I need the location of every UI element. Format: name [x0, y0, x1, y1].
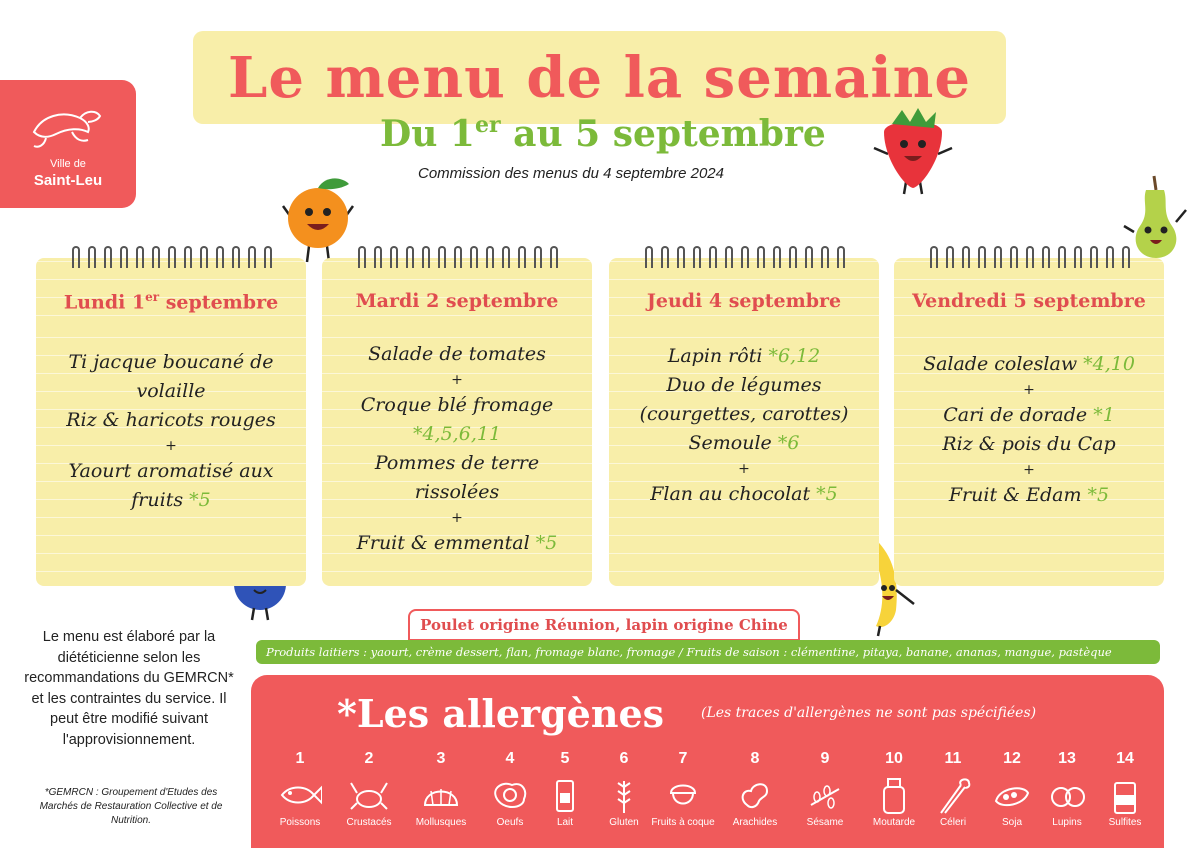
dish — [46, 348, 296, 406]
notebook-rings — [358, 246, 558, 270]
allergen-number: 7 — [678, 750, 688, 767]
ring-icon — [88, 246, 96, 268]
dish-name: (courgettes, carottes) — [639, 403, 849, 425]
sesame-icon — [790, 775, 860, 815]
ring-icon — [994, 246, 1002, 268]
ring-icon — [1090, 246, 1098, 268]
dish-list — [619, 342, 869, 509]
turtle-icon — [28, 98, 108, 158]
ring-icon — [741, 246, 749, 268]
ring-icon — [1122, 246, 1130, 268]
allergen-ref: *5 — [1087, 484, 1110, 506]
allergen-name: Céleri — [939, 817, 967, 828]
dish-name: Fruit & Edam — [948, 484, 1082, 506]
ring-icon — [534, 246, 542, 268]
ring-icon — [200, 246, 208, 268]
ring-icon — [406, 246, 414, 268]
ring-icon — [962, 246, 970, 268]
dish — [46, 457, 296, 515]
dish-list — [46, 348, 296, 515]
dish — [904, 401, 1154, 430]
day-title-end: septembre — [159, 291, 279, 314]
allergen-number: 3 — [436, 750, 446, 767]
allergen-number: 6 — [619, 750, 629, 767]
allergen-name: Fruits à coque — [651, 817, 715, 828]
ring-icon — [1010, 246, 1018, 268]
dish — [904, 430, 1154, 459]
subtitle-start: Du 1 — [380, 113, 475, 155]
dish-name: Lapin rôti — [667, 345, 763, 367]
ring-icon — [358, 246, 366, 268]
dish — [904, 481, 1154, 510]
day-card-friday — [894, 258, 1164, 586]
allergens-note: (Les traces d'allergènes ne sont pas spécifiées) — [701, 705, 1037, 721]
gemrcn-footnote: *GEMRCN : Groupement d'Etudes des Marchés de Restauration Collective et de Nutrition. — [39, 787, 223, 826]
logo-line2: Saint-Leu — [33, 172, 103, 189]
ring-icon — [374, 246, 382, 268]
seasonal-products-bar: Produits laitiers : yaourt, crème dessert, flan, fromage blanc, fromage / Fruits de saison : clémentine, pitaya, banane, ananas, mangue, pastèque — [256, 640, 1160, 664]
ring-icon — [645, 246, 653, 268]
plus-separator: + — [1023, 382, 1035, 398]
dish-name: Duo de légumes — [666, 374, 822, 396]
allergen-number: 9 — [820, 750, 830, 767]
crab-icon — [334, 775, 404, 815]
meat-origin-label: Poulet origine Réunion, lapin origine Chine — [408, 609, 800, 641]
dish — [332, 529, 582, 558]
ring-icon — [248, 246, 256, 268]
allergen-name: Mollusques — [415, 817, 467, 828]
subtitle-superscript: er — [474, 112, 501, 138]
allergen-ref: *1 — [1093, 404, 1115, 426]
dish — [619, 342, 869, 371]
ring-icon — [837, 246, 845, 268]
allergens-panel — [251, 675, 1164, 848]
ring-icon — [72, 246, 80, 268]
ring-icon — [757, 246, 765, 268]
allergen-item — [720, 747, 790, 828]
ring-icon — [518, 246, 526, 268]
dish-name: Semoule — [688, 432, 772, 454]
ring-icon — [789, 246, 797, 268]
allergen-name: Soja — [1001, 817, 1022, 828]
dish — [619, 400, 869, 429]
allergen-ref: *5 — [535, 532, 558, 554]
pear-mascot-icon — [1120, 172, 1190, 264]
ring-icon — [232, 246, 240, 268]
dish-name: Riz & pois du Cap — [942, 433, 1116, 455]
ring-icon — [677, 246, 685, 268]
allergen-item — [648, 747, 718, 828]
day-card-tuesday — [322, 258, 592, 586]
ring-icon — [1042, 246, 1050, 268]
ring-icon — [422, 246, 430, 268]
allergen-ref: *4,10 — [1083, 353, 1135, 375]
allergen-name: Sésame — [806, 817, 844, 828]
ring-icon — [661, 246, 669, 268]
day-card-monday — [36, 258, 306, 586]
allergen-number: 2 — [364, 750, 374, 767]
day-title: Mardi 2 septembre — [355, 290, 559, 312]
dish — [46, 406, 296, 435]
allergen-name: Arachides — [732, 817, 778, 828]
allergen-item — [334, 747, 404, 828]
allergen-name: Moutarde — [872, 817, 916, 828]
day-title — [36, 290, 306, 313]
plus-separator: + — [451, 372, 463, 388]
dish-name: Salade coleslaw — [923, 353, 1078, 375]
commission-date: Commission des menus du 4 septembre 2024 — [418, 165, 724, 182]
ring-icon — [264, 246, 272, 268]
allergen-ref: *5 — [816, 483, 838, 505]
allergen-number: 10 — [885, 750, 903, 767]
ring-icon — [390, 246, 398, 268]
ring-icon — [502, 246, 510, 268]
notebook-rings — [930, 246, 1130, 270]
ring-icon — [805, 246, 813, 268]
day-title-superscript: er — [145, 290, 160, 304]
ring-icon — [120, 246, 128, 268]
dish-list — [332, 340, 582, 558]
ring-icon — [486, 246, 494, 268]
peanut-icon — [720, 775, 790, 815]
dietitian-note: Le menu est élaboré par la diététicienne selon les recommandations du GEMRCN* et les contraintes du service. Il peut être modifié suivant l'approvisionnement. — [24, 629, 234, 748]
dish — [904, 350, 1154, 379]
allergen-item — [790, 747, 860, 828]
ring-icon — [1058, 246, 1066, 268]
ring-icon — [168, 246, 176, 268]
allergen-number: 5 — [560, 750, 570, 767]
allergen-number: 12 — [1003, 750, 1021, 767]
dish — [332, 391, 582, 420]
allergen-ref: *5 — [189, 489, 211, 511]
dish-name: Cari de dorade — [943, 404, 1088, 426]
dish-name: Yaourt aromatisé aux fruits — [68, 460, 274, 511]
dish-list — [904, 350, 1154, 510]
allergen-number: 14 — [1116, 750, 1134, 767]
allergen-item — [265, 747, 335, 828]
dish-name: Croque blé fromage — [360, 394, 554, 416]
allergen-item — [406, 747, 476, 828]
ring-icon — [470, 246, 478, 268]
subtitle-end: au 5 septembre — [500, 113, 826, 155]
fish-icon — [265, 775, 335, 815]
page-subtitle — [380, 112, 840, 155]
dish — [619, 371, 869, 400]
ring-icon — [1106, 246, 1114, 268]
allergen-ref: *6 — [777, 432, 800, 454]
dish — [619, 480, 869, 509]
allergen-name: Lupins — [1052, 817, 1082, 828]
day-title: Jeudi 4 septembre — [646, 290, 842, 312]
ring-icon — [725, 246, 733, 268]
notebook-rings — [645, 246, 845, 270]
ring-icon — [136, 246, 144, 268]
allergen-name: Gluten — [609, 817, 639, 828]
ring-icon — [709, 246, 717, 268]
plus-separator: + — [738, 461, 750, 477]
strawberry-mascot-icon — [870, 104, 956, 196]
allergens-title: *Les allergènes — [337, 691, 665, 736]
allergen-ref: *6,12 — [768, 345, 821, 367]
notebook-rings — [72, 246, 272, 270]
allergen-ref: *4,5,6,11 — [412, 423, 502, 445]
nut-icon — [648, 775, 718, 815]
ring-icon — [946, 246, 954, 268]
shell-icon — [406, 775, 476, 815]
dish-name: Fruit & emmental — [356, 532, 530, 554]
ring-icon — [216, 246, 224, 268]
allergen-name: Lait — [556, 817, 574, 828]
dish-name: Ti jacque boucané de volaille — [68, 351, 274, 402]
allergen-name: Crustacés — [346, 817, 392, 828]
dish-name: Salade de tomates — [368, 343, 546, 365]
day-title: Vendredi 5 septembre — [912, 290, 1146, 312]
ring-icon — [454, 246, 462, 268]
saint-leu-logo — [0, 80, 136, 208]
dish-name: Flan au chocolat — [650, 483, 811, 505]
page-title: Le menu de la semaine — [228, 45, 971, 111]
ring-icon — [550, 246, 558, 268]
ring-icon — [1074, 246, 1082, 268]
allergen-item — [1090, 747, 1160, 828]
ring-icon — [152, 246, 160, 268]
ring-icon — [978, 246, 986, 268]
allergen-name: Sulfites — [1108, 817, 1142, 828]
plus-separator: + — [451, 510, 463, 526]
plus-separator: + — [165, 438, 177, 454]
plus-separator: + — [1023, 462, 1035, 478]
sulfite-icon — [1090, 775, 1160, 815]
dish — [332, 449, 582, 507]
day-title-start: Lundi 1 — [63, 291, 146, 314]
ring-icon — [930, 246, 938, 268]
ring-icon — [773, 246, 781, 268]
allergen-number: 1 — [295, 750, 305, 767]
ring-icon — [438, 246, 446, 268]
dish-name: Riz & haricots rouges — [66, 409, 276, 431]
dish — [619, 429, 869, 458]
allergen-number: 8 — [750, 750, 760, 767]
logo-line1: Ville de — [50, 158, 86, 170]
orange-mascot-icon — [275, 172, 361, 264]
ring-icon — [104, 246, 112, 268]
day-card-thursday — [609, 258, 879, 586]
dish-name: Pommes de terre rissolées — [374, 452, 540, 503]
ring-icon — [821, 246, 829, 268]
allergen-number: 13 — [1058, 750, 1076, 767]
ring-icon — [184, 246, 192, 268]
allergen-number: 11 — [944, 750, 962, 767]
ring-icon — [1026, 246, 1034, 268]
ring-icon — [693, 246, 701, 268]
allergen-name: Poissons — [279, 817, 321, 828]
allergen-name: Oeufs — [496, 817, 524, 828]
dish — [332, 340, 582, 369]
dish — [332, 420, 582, 449]
allergen-number: 4 — [505, 750, 515, 767]
